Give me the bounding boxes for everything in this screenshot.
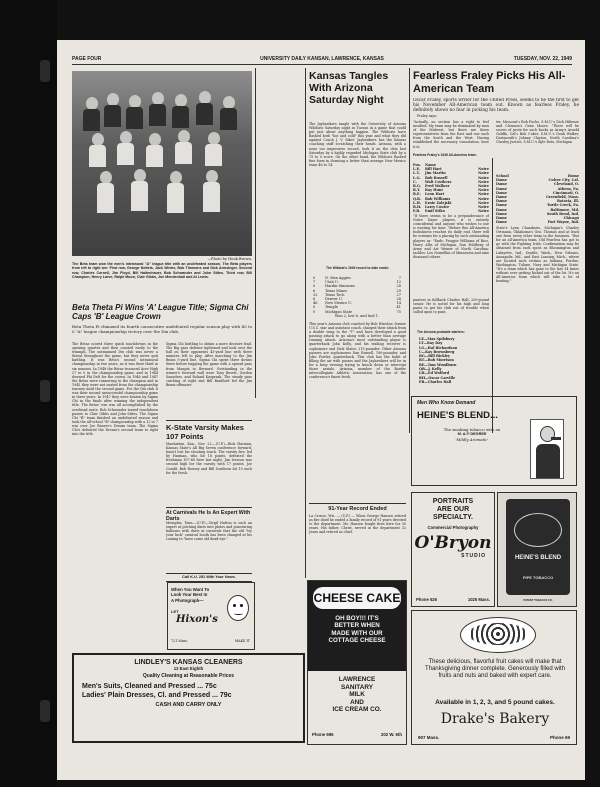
school-row: Dame Batavia, Ill. xyxy=(496,199,579,204)
team-title: Fearless Fraley's 1949 All-America team: xyxy=(413,153,477,157)
masthead xyxy=(72,56,572,65)
heines-blend-ad xyxy=(411,396,577,486)
photo-credit: —Photo by Hook Brown. xyxy=(207,257,252,261)
lindley-quality: Quality Cleaning at Reasonable Prices xyxy=(142,673,235,679)
team-row: R.T. Ray Hunt Notre xyxy=(413,188,489,193)
fraley-headline: Fearless Fraley Picks His All-American Team xyxy=(413,70,566,95)
column-rule xyxy=(255,68,256,398)
starter: LH—Ed Wolford xyxy=(419,371,450,376)
game-row: 0 Hardin-Simmons 28 xyxy=(313,284,401,289)
photo-caption: The Beta team won the men's intramural "A" league title with an undefeated season. The Beta players from left to right are: First row, George Nettels, Jack Winter, Bob Timmons and Dick Armsinger. Second row, Charles Cornell, Jim Floyd, Bill Haltenhauer, Bob Schwander and John Stites. Third row, Bill Champion, Henry Larve, Ralph Moon, Clair Gibbs, Joe Mendenhall and Al Lewis. xyxy=(72,262,252,280)
wildcat-record-table xyxy=(313,276,401,318)
record-summary: Won 2, lost 6, and tied 1. xyxy=(334,313,380,318)
starter: QB—J. Kelly xyxy=(419,367,442,372)
fruit-cake-pattern xyxy=(468,623,528,645)
team-row: F.B. Emil Sitko Notre xyxy=(413,209,489,214)
kstate-headline: K-State Varsity Makes 107 Points xyxy=(166,420,252,441)
starter: LG—Hal Richardson xyxy=(419,345,458,350)
starter: FB—Charles Hall xyxy=(419,379,452,384)
carnivals-headline: At Carnivals He Is An Expert With Darts xyxy=(166,507,252,522)
tin-label: HEINE'S BLEND xyxy=(514,555,562,561)
kansas-body-2: This year's Arizona club coached by Bob Winslow, former U.S.C. star and assistant coach, charged their attack from a double wing to the "T" and have developed a good passing attack to go along with a better than average running attack. Arizona's most outstanding player is quarterback John Kelly, and his trailing receiver is sophomore end Dick Slater, 215-pounder. Other Arizona passers are sophomores Dan Russell, 190-pounder, and John Fowler, quarterback. This club has the habit of filling the air with passes and the Jayhawkers will be in for a busy evening trying to knock down or intercept those aerials. Arizona, member of the Border intercollegiate Athletic Association, has one of the conference's finest frosh. xyxy=(309,322,406,380)
cheese-cake-title: CHEESE CAKE xyxy=(313,587,401,609)
portraits-phone: Phone 526 xyxy=(416,597,437,602)
obryon-logo: O'Bryon xyxy=(414,533,492,553)
team-row: R.H. Larry Coutre Notre xyxy=(413,205,489,210)
cheese-cake-ad xyxy=(307,580,407,745)
lindley-cleaners-ad xyxy=(72,653,305,743)
team-row: Q.B. Bob Williams Notre xyxy=(413,196,489,201)
drakes-name: Drake's Bakery xyxy=(440,711,550,727)
men-degree: M. A.® DEGREE xyxy=(457,432,487,436)
lindley-men-suits: Men's Suits, Cleaned and Pressed ... 75c xyxy=(82,683,217,690)
fraley-body-2: "If there seems to be a preponderance of Notre Dame players, it is entirely coincidental and anyone who wishes to use is wasting his time. "Before this All-America foolishness reaches its daily end, there will be screams for a placing by such outstanding players as: "Ends: Froggie Williams of Rice, Harry Allis of Michigan, Dan Foldberg of Army and Art Weiner of North Carolina: tackles: Leo Nomellini of Minnesota and nine thousand others. xyxy=(413,214,489,259)
school-row: Dame Athens, Pa. xyxy=(496,186,579,191)
frame-let: LET xyxy=(171,609,179,614)
portraits-line-1: PORTRAITS xyxy=(432,498,474,505)
cheese-line-4: COTTAGE CHEESE xyxy=(328,637,386,645)
team-row: L.E. Bill Hart Notre xyxy=(413,167,489,172)
beta-column-2: Sigma Chi battling to obtain a more decisive lead. The Big pass defense tightened and took over the ball on their opponents 45-yard line with three minutes left to play. After marching to the Jim Beam 5-yard line, Sigma Chi spent three downs there before bagging the game with a spread pass from Maupin to Bernard. Outstanding in the winner's forward wall were Tony Besett, Gordon Saunders, and Roland Kasprzak. The steady pass catching of right end Bill Bradford led the Jim Beam offensive. xyxy=(166,342,252,387)
page-number: PAGE FOUR xyxy=(72,56,102,62)
dairy-phone: Phone 696 xyxy=(312,732,334,737)
school-row: Dame Turtle Creek, Pa. xyxy=(496,203,579,208)
issue-date: TUESDAY, NOV. 22, 1949 xyxy=(513,56,572,62)
frame-line-3: A Photograph— xyxy=(171,597,204,603)
man-pipe-icon xyxy=(530,419,564,479)
team-row: C. Walt Crothers Notre xyxy=(413,179,489,184)
team-row: L.G. Bob Russell Notre xyxy=(413,175,489,180)
portraits-commercial: Commercial Photography xyxy=(427,525,479,530)
team-header-row: Pos. Name xyxy=(413,163,437,167)
call-news-notice: Call K.U. 251 With Your News. xyxy=(166,573,252,582)
beta-column-1: The Betas scored three quick touchdowns in the opening quarter and then coasted easily to the triumph. The outmanned Dix club was never a threat throughout the game, but they never quit battling. It was Beta's second intramural championship in two years, as it was their third in six seasons. In 1948 the Betas trounced Acre High 27 to 0 in the championship game, and in 1944 downed Phi Delt for the crown. In 1946 and 1947 the Betas were runnersup to the champion and in 1945 they were not ousted from the championship tourney until the second game. For the Dix club it was their second unsuccessful championship game in three years. In 1947 they were beaten by Sigma Chi in the finals after winning the independent title. The Betas' win was all accomplished by the overhead route. Bob Schwander tossed touchdown passes to Clair Gibbs and John Stites. The Sigma Chi "B" team finished an undefeated season and took the all-school "B" championship with a 12 to 7 win over Joe Beaver's Dream team. The Sigma Chi's defeated the Dream's second team to right into the title. xyxy=(72,342,158,437)
binder-hole xyxy=(40,60,50,82)
dairy-line-2: SANITARY xyxy=(341,683,373,691)
frame-line-1: When You Want To xyxy=(171,587,210,592)
school-header-row: School Home xyxy=(496,174,579,178)
school-row: Dame Cincinnati, O. xyxy=(496,190,579,195)
studio-label: STUDIO xyxy=(461,553,486,559)
cheese-line-3: MADE WITH OUR xyxy=(331,629,383,637)
game-row: 46 New Mexico U. 14 xyxy=(313,301,401,306)
team-row: L.T. Jim Martin Notre xyxy=(413,171,489,176)
game-row: 32 Texas Tech 27 xyxy=(313,292,401,297)
fraley-byline: Fraley says: xyxy=(417,114,438,118)
wildcat-record-title: The Wildcat's 1949 record to date reads: xyxy=(325,266,390,270)
starter: C—Kay Brownberg xyxy=(419,349,455,354)
fraley-body-3: punters in fullback Charles Hall, 200-pound senior. He is noted for his high and long punts to get his club out of trouble when called upon to punt. xyxy=(413,298,489,315)
kansas-body-1: The Jayhawkers tangle with the University of Arizona Wildcats Saturday night in Tucson in a game that could put just about anything happen. The Wildcats have flashed both "hot and cold" this year and what they did against Coach J. V. Sikes' Jayhawkers has the Kansas coaching staff scratching their heads. Arizona, with a none too impressive record, took it on the chin last Saturday by a highly regarded Michigan State club by a 75 to 0 score. On the other hand, the Wildcats flashed fine form in downing a better than average New Mexico team 46 to 14. xyxy=(309,122,406,167)
dairy-address: 202 W. 6th xyxy=(380,732,402,737)
game-row: 7 Utah U. 12 xyxy=(313,280,401,285)
portraits-address: 1025 Mass. xyxy=(467,597,490,602)
school-row: Dame Baltimore, Md. xyxy=(496,207,579,212)
lindley-address: 12 East Eighth xyxy=(173,666,204,671)
all-america-table xyxy=(413,163,489,213)
lindley-ladies-dresses: Ladies' Plain Dresses, Cl. and Pressed ... 79c xyxy=(82,692,232,699)
team-photo xyxy=(72,71,252,256)
school-row: Dame Chicago xyxy=(496,216,579,221)
tin-emblem xyxy=(514,513,562,547)
tin-label-2: PIPE TOBACCO xyxy=(522,575,554,580)
beta-lede: Beta Theta Pi climaxed its fourth consecutive undefeated regular season play with 40 to 0 "A" league championship victory over the Dix club. xyxy=(72,325,252,334)
frame-address: 721 Mass. xyxy=(171,639,189,643)
drakes-sizes: Available in 1, 2, 3, and 5 pound cakes. xyxy=(435,699,555,706)
starter: LT—Ray Day xyxy=(419,341,443,346)
kstate-body: Manhattan, Kan., Nov. 22.—(U.P.)—Rick Harman, Kansas State's All Big Seven conference forward, hasn't lost his shooting touch. The varsity five, led by Harman, who hit 18 points, defeated the freshman 107-68 here last night. Jim Iverson was second high for the varsity with 17 points. Joe Condit, Bob Rousey and Bill Southern hit 10 each for the frosh. xyxy=(166,442,252,475)
frame-make: MAKE IT xyxy=(234,639,250,643)
team-row: L.H. Ernie Zalejski Notre xyxy=(413,200,489,205)
school-row: Dame Greenfield, Mass. xyxy=(496,195,579,200)
game-row: 0 Temple 41 xyxy=(313,305,401,310)
cartoon-face-icon xyxy=(227,595,249,621)
record-headline: 91-Year Record Ended xyxy=(309,503,406,512)
starter: RH—Oscar Carville xyxy=(419,375,456,380)
beta-headline: Beta Theta Pi Wins 'A' League Title; Sigma Chi Caps 'B' League Crown xyxy=(72,303,249,321)
drakes-description: These delicious, flavorful fruit cakes will make that Thanksgiving dinner complete. Generously filled with fruits and nuts and baked with expert care. xyxy=(424,659,566,680)
column-rule xyxy=(305,68,306,578)
lindley-cash: CASH AND CARRY ONLY xyxy=(155,702,222,708)
dairy-line-3: MILK xyxy=(349,691,365,699)
school-row: Dame Culver City, Cal. xyxy=(496,178,579,183)
column-rule xyxy=(492,158,493,433)
school-row: Dame South Bend, Ind. xyxy=(496,211,579,216)
fraley-body-1: "Actually, no section has a right to feel insulted. My team may be dominated by men of the Midwest, but there are three representatives from the East and one each from the South and the West. Having established the necessary consolation, here it is: xyxy=(413,120,489,149)
paper-title: UNIVERSITY DAILY KANSAN, LAWRENCE, KANSAS xyxy=(260,56,384,62)
hixon-photo-ad xyxy=(167,582,255,650)
starter: LE—Max Spilsbury xyxy=(419,337,455,341)
column-rule xyxy=(409,68,410,433)
portraits-line-3: SPECIALTY. xyxy=(433,514,473,521)
kansas-headline: Kansas Tangles With Arizona Saturday Night xyxy=(309,70,389,106)
men-text-1: The smoking tobacco with an xyxy=(443,427,501,432)
men-title: Men Who Know Demand xyxy=(417,400,476,406)
team-row: R.E. Leon Hart Notre xyxy=(413,192,489,197)
binder-edge xyxy=(0,0,57,787)
fraley-intro: Oscar Fraley, sports writer for the United Press, seems to be the first to get his November All-American team out. Known as fearless Fraley, he definitely shows no fear in picking his team. xyxy=(413,98,579,113)
starter: RE—Tom Woodburn xyxy=(419,362,457,367)
obryon-studio-ad xyxy=(411,492,495,607)
lindley-title: LINDLEY'S KANSAS CLEANERS xyxy=(134,659,243,666)
carnivals-body: Memphis, Tenn.—(U.P.)—Virgil Hatton is such an expert at pitching darts into plates and puncturing balloons with darts at carnivals that the old "try your luck" carnival booth has been changed at his coming to "have come old dead-eye." xyxy=(166,521,252,542)
probable-starters-title: The Arizona probable starters: xyxy=(417,330,465,334)
team-row: R.G. Fred Wallner Notre xyxy=(413,184,489,189)
portraits-line-2: ARE OUR xyxy=(436,506,470,513)
starter: RG—Bill Bickley xyxy=(419,354,450,359)
heines-tin-ad xyxy=(497,492,577,607)
dairy-line-5: ICE CREAM CO. xyxy=(332,706,382,714)
dairy-line-4: AND xyxy=(350,698,364,706)
cheese-line-2: BETTER WHEN xyxy=(334,622,380,630)
binder-hole xyxy=(40,700,50,722)
men-text-2: 'Mildly Aromatic' xyxy=(455,437,489,442)
frame-line-2: Look Your Best In xyxy=(171,592,208,598)
heines-brand: HEINE'S BLEND... xyxy=(417,410,498,421)
binder-hole xyxy=(40,380,50,402)
record-body: La Crosse, Wis. — (U.P.) — When George Hansen retired as fire chief he ended a family record of 91 years devoted to the department. Mr. Hansen fought fires here for 30 years. His father, Christ, served in the department 32 years and retired as chief. xyxy=(309,514,406,535)
newspaper-page xyxy=(57,40,585,780)
starters-list xyxy=(419,337,489,384)
drakes-phone: Phone 69 xyxy=(549,735,570,740)
drakes-address: 907 Mass. xyxy=(418,735,440,740)
game-row: 0 Michigan State 75 xyxy=(313,309,401,314)
school-row: Dame Fort Wayne, Ind. xyxy=(496,220,579,225)
school-row: Dame Cleveland, O. xyxy=(496,182,579,187)
cheese-line-1: OH BOY!!! IT'S xyxy=(335,615,379,622)
game-row: 6 Denver U. 28 xyxy=(313,297,401,302)
game-row: 0 N. Mex Aggies 7 xyxy=(313,276,401,280)
school-table xyxy=(496,174,579,224)
drakes-bakery-ad xyxy=(411,610,577,745)
starter: RT—Bob Morrison xyxy=(419,358,454,363)
fraley-col2-bottom: State's Lynn Chandnois, Michigan's Charley Ortmann, Oklahoma's Geo. Thomas and at least one from every other team in the business. "But for an all-America team, Old Fearless has got to go with the Fighting Irish. Confirmation may be obtained from such spots as Bloomington and Lafayette, Ind., Seattle, Wash., New Orleans, Annapolis, Md., and East Lansing, Mich., where are located such victims as Indiana, Purdue, Washington, Tulane, Navy and Michigan State. "It's a team which has gone to the last 34 times without ever getting kicked out of the lot. It's an All-America team which will take a lot of beating." xyxy=(496,226,579,284)
game-row: 6 Texas Mines 29 xyxy=(313,288,401,293)
heines-footer: PATENT TOBACCO CO. xyxy=(523,599,553,602)
hixon-logo: Hixon's xyxy=(176,614,218,625)
fraley-col2-top: ter, Missouri's Bob Fuchs, S.M.U.'s Dick Hiltener and Clemson's Gene Moore. "There will be scores of prote for such backs as Army's Arnold Galiffa, Cal's Bob Coker, S.M.U.'s Doak Walker, Dartmouth's Johnny Clayton, North Carolina's Charley Justice, S.M.U.'s Kyle Rote, Michigan xyxy=(496,120,579,145)
dairy-line-1: LAWRENCE xyxy=(338,676,376,683)
